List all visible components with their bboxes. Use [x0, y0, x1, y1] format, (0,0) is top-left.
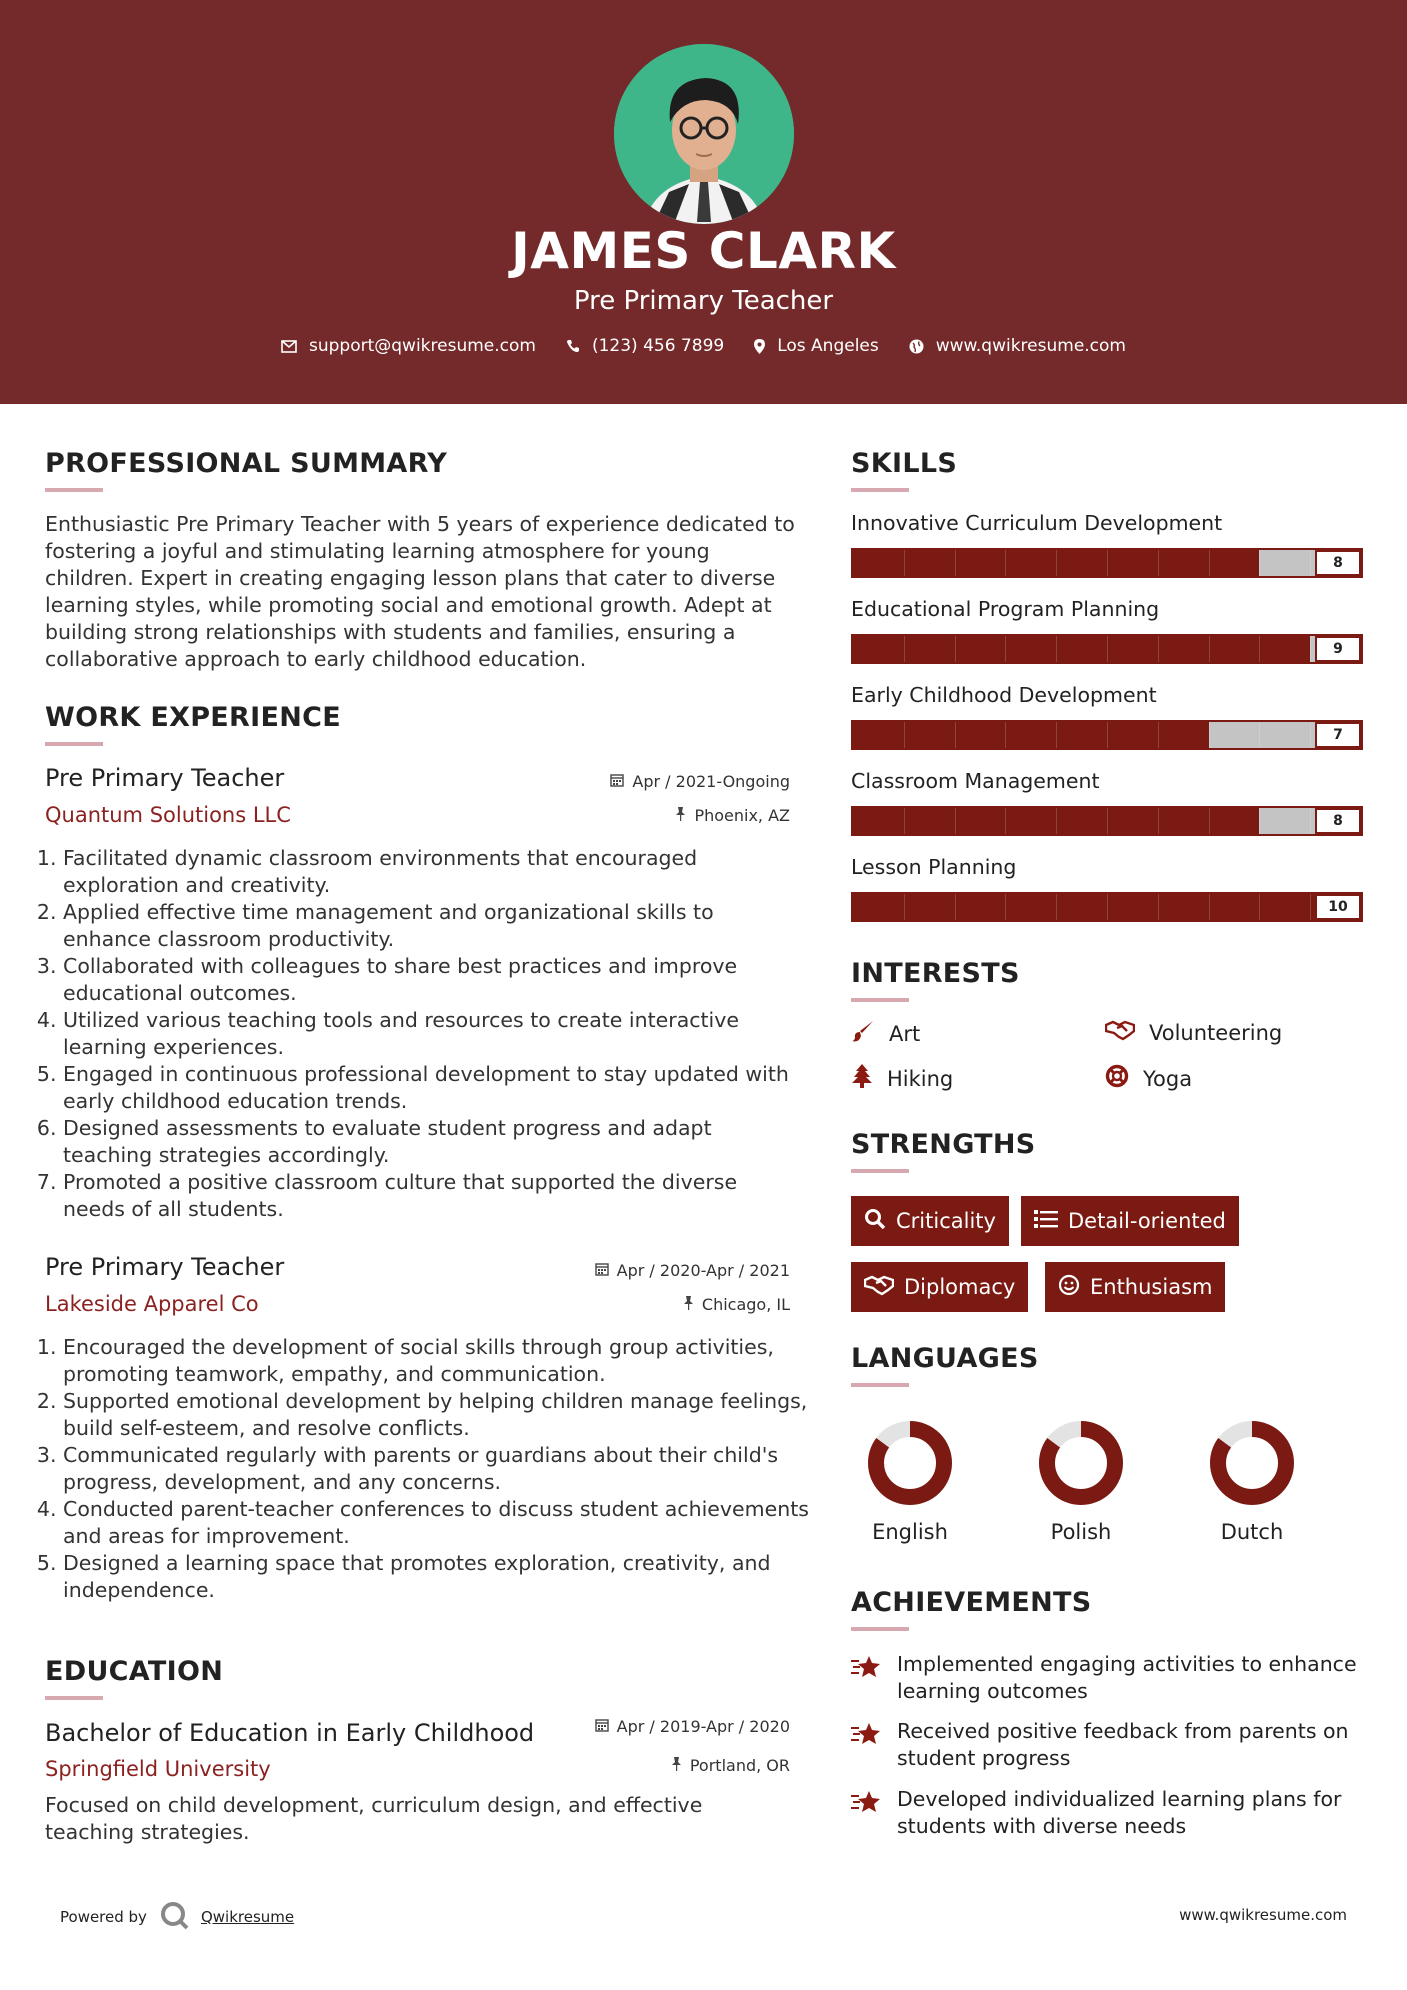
contact-email[interactable] [281, 336, 536, 356]
interests-title: INTERESTS [851, 958, 1020, 989]
list-item: 1. Facilitated dynamic classroom environments that encouraged exploration and creativity. [63, 845, 803, 899]
interest-label: Hiking [887, 1066, 954, 1091]
job-company: Quantum Solutions LLC [45, 803, 291, 827]
interest-item-hiking [851, 1064, 953, 1093]
handshake-icon [864, 1274, 894, 1301]
job-date-text: Apr / 2020-Apr / 2021 [616, 1261, 790, 1280]
strength-label: Diplomacy [904, 1275, 1016, 1299]
list-item: 7. Promoted a positive classroom culture that supported the diverse needs of all students. [63, 1169, 803, 1223]
job-date [595, 1261, 790, 1280]
skill-value: 9 [1315, 636, 1361, 662]
skill-bar-divider [1209, 722, 1210, 748]
candidate-name: JAMES CLARK [511, 222, 896, 280]
education-title: EDUCATION [45, 1656, 224, 1687]
powered-by-text: Powered by [60, 1908, 147, 1926]
skill-bar [851, 720, 1363, 750]
achievements-title: ACHIEVEMENTS [851, 1587, 1092, 1618]
language-name: Dutch [1220, 1520, 1284, 1544]
strength-chip [1021, 1196, 1239, 1246]
location-text: Los Angeles [777, 336, 879, 356]
calendar-icon [595, 1717, 609, 1736]
achievement-text: Received positive feedback from parents on student progress [897, 1719, 1349, 1770]
skill-bar-divider [1310, 550, 1311, 576]
skill-bar-divider [1158, 722, 1159, 748]
skill-bar-fill [853, 636, 1310, 662]
skill-bar-divider [1158, 636, 1159, 662]
list-item: 5. Designed a learning space that promotes exploration, creativity, and independence. [63, 1550, 813, 1604]
tree-icon [851, 1064, 873, 1093]
lifering-icon [1105, 1064, 1129, 1093]
footer-powered [60, 1900, 294, 1934]
skill-bar [851, 634, 1363, 664]
skill-bar-divider [1310, 722, 1311, 748]
skill-bar-divider [1056, 550, 1057, 576]
skill-bar-divider [1158, 808, 1159, 834]
interest-label: Art [889, 1021, 921, 1046]
strengths-title: STRENGTHS [851, 1129, 1036, 1160]
summary-rule [45, 488, 103, 492]
achievement-text: Implemented engaging activities to enhance learning outcomes [897, 1652, 1357, 1703]
job-date [610, 772, 790, 791]
contact-website[interactable] [909, 336, 1126, 356]
summary-text: Enthusiastic Pre Primary Teacher with 5 years of experience dedicated to fostering a joyful and stimulating learning atmosphere for young children. Expert in creating engaging lesson plans that cater to diverse learning styles, while promoting social and emotional growth. Adept at building strong relationships with students and families, ensuring a collaborative approach to early childhood education. [45, 512, 795, 671]
skills-title: SKILLS [851, 448, 958, 479]
pushpin-icon [671, 1756, 682, 1775]
brand-link[interactable]: Qwikresume [200, 1908, 295, 1926]
skill-name: Classroom Management [851, 769, 1100, 793]
interest-label: Volunteering [1149, 1020, 1283, 1045]
experience-rule [45, 742, 103, 746]
job-location-text: Chicago, IL [701, 1295, 790, 1314]
interest-item-art [851, 1019, 920, 1048]
skill-bar-divider [955, 722, 956, 748]
language-donut [1036, 1418, 1126, 1508]
language-item [855, 1418, 965, 1544]
school-name: Springfield University [45, 1757, 271, 1781]
star-icon [851, 1655, 883, 1705]
job-location [675, 806, 790, 825]
skill-bar-divider [1310, 894, 1311, 920]
strength-label: Criticality [896, 1209, 996, 1233]
skills-rule [851, 488, 909, 492]
skill-bar-divider [1259, 894, 1260, 920]
skill-bar [851, 548, 1363, 578]
language-item [1026, 1418, 1136, 1544]
pushpin-icon [675, 806, 686, 825]
job-bullets [45, 845, 803, 1223]
contact-bar [0, 336, 1407, 356]
skill-bar-fill [853, 722, 1209, 748]
achievement-item [851, 1651, 1371, 1705]
list-item: 3. Communicated regularly with parents or guardians about their child's progress, development, and any concerns. [63, 1442, 813, 1496]
website-text: www.qwikresume.com [935, 336, 1126, 356]
job-location [683, 1295, 790, 1314]
language-name: English [872, 1520, 948, 1544]
achievement-text: Developed individualized learning plans for students with diverse needs [897, 1787, 1342, 1838]
education-date [595, 1717, 790, 1736]
skill-bar-divider [1056, 894, 1057, 920]
languages-title: LANGUAGES [851, 1343, 1039, 1374]
skill-bar-divider [1107, 722, 1108, 748]
languages-rule [851, 1383, 909, 1387]
skill-bar-divider [1259, 636, 1260, 662]
language-donut [1207, 1418, 1297, 1508]
skill-bar-divider [1310, 808, 1311, 834]
education-location-text: Portland, OR [689, 1756, 790, 1775]
skill-bar-divider [1209, 550, 1210, 576]
qwikresume-logo-icon [159, 1900, 189, 1934]
skill-bar-divider [904, 636, 905, 662]
skill-bar-divider [955, 636, 956, 662]
skill-bar-divider [1310, 636, 1311, 662]
pushpin-icon [683, 1295, 694, 1314]
list-icon [1034, 1209, 1058, 1234]
skill-bar-divider [1158, 894, 1159, 920]
skill-value: 10 [1315, 894, 1361, 920]
skill-bar-divider [955, 550, 956, 576]
candidate-role: Pre Primary Teacher [573, 286, 834, 316]
contact-phone[interactable] [566, 336, 724, 356]
skill-value: 8 [1315, 808, 1361, 834]
skill-bar-divider [1259, 808, 1260, 834]
interest-item-volunteering [1105, 1019, 1282, 1046]
skill-bar-divider [1107, 636, 1108, 662]
skill-bar-divider [955, 808, 956, 834]
job-bullets [45, 1334, 813, 1604]
skill-bar-divider [1107, 894, 1108, 920]
language-donut [865, 1418, 955, 1508]
language-item [1197, 1418, 1307, 1544]
skill-name: Innovative Curriculum Development [851, 511, 1223, 535]
list-item: 3. Collaborated with colleagues to share best practices and improve educational outcomes. [63, 953, 803, 1007]
job-date-text: Apr / 2021-Ongoing [632, 772, 790, 791]
job-title: Pre Primary Teacher [45, 1253, 285, 1281]
list-item: 2. Applied effective time management and organizational skills to enhance classroom productivity. [63, 899, 803, 953]
education-rule [45, 1696, 103, 1700]
job-company: Lakeside Apparel Co [45, 1292, 259, 1316]
skill-bar-divider [904, 808, 905, 834]
skill-bar-divider [1209, 894, 1210, 920]
skill-value: 7 [1315, 722, 1361, 748]
degree-title: Bachelor of Education in Early Childhood [45, 1719, 535, 1747]
summary-title: PROFESSIONAL SUMMARY [45, 448, 448, 479]
job-title: Pre Primary Teacher [45, 764, 285, 792]
achievement-item [851, 1718, 1371, 1772]
skill-bar-divider [1107, 808, 1108, 834]
paintbrush-icon [851, 1019, 875, 1048]
interest-label: Yoga [1143, 1066, 1193, 1091]
job-location-text: Phoenix, AZ [694, 806, 790, 825]
skill-bar-divider [1259, 722, 1260, 748]
skill-bar-divider [1056, 722, 1057, 748]
interest-item-yoga [1105, 1064, 1192, 1093]
skill-bar-divider [1107, 550, 1108, 576]
list-item: 6. Designed assessments to evaluate student progress and adapt teaching strategies accordingly. [63, 1115, 803, 1169]
strength-label: Detail-oriented [1068, 1209, 1226, 1233]
envelope-icon [281, 340, 297, 353]
list-item: 4. Utilized various teaching tools and resources to create interactive learning experiences. [63, 1007, 803, 1061]
skill-bar [851, 892, 1363, 922]
skill-bar-divider [1259, 550, 1260, 576]
skill-bar-divider [955, 894, 956, 920]
skill-bar-divider [1209, 808, 1210, 834]
email-text: support@qwikresume.com [309, 336, 536, 356]
skill-bar-divider [1005, 894, 1006, 920]
header-banner [0, 0, 1407, 404]
list-item: 2. Supported emotional development by helping children manage feelings, build self-esteem, and resolve conflicts. [63, 1388, 813, 1442]
search-icon [864, 1208, 886, 1235]
education-date-text: Apr / 2019-Apr / 2020 [616, 1717, 790, 1736]
phone-icon [566, 339, 580, 353]
skill-bar-divider [1158, 550, 1159, 576]
skill-bar-divider [1005, 550, 1006, 576]
interests-rule [851, 998, 909, 1002]
skill-name: Lesson Planning [851, 855, 1017, 879]
footer-site[interactable]: www.qwikresume.com [1179, 1906, 1347, 1924]
skill-bar-divider [1005, 808, 1006, 834]
map-pin-icon [754, 339, 765, 354]
phone-text: (123) 456 7899 [591, 336, 725, 356]
list-item: 5. Engaged in continuous professional development to stay updated with early childhood education trends. [63, 1061, 803, 1115]
globe-icon [909, 339, 924, 354]
contact-location [754, 336, 879, 356]
skill-name: Educational Program Planning [851, 597, 1160, 621]
skill-bar-divider [1056, 808, 1057, 834]
education-text: Focused on child development, curriculum design, and effective teaching strategies. [45, 1793, 703, 1844]
strength-label: Enthusiasm [1090, 1275, 1213, 1299]
profile-photo [614, 44, 794, 224]
handshake-icon [1105, 1019, 1135, 1046]
achievement-item [851, 1786, 1371, 1840]
strength-chip [851, 1196, 1009, 1246]
skill-value: 8 [1315, 550, 1361, 576]
education-location [671, 1756, 790, 1775]
calendar-icon [595, 1261, 609, 1280]
language-name: Polish [1050, 1520, 1112, 1544]
star-icon [851, 1722, 883, 1772]
star-icon [851, 1790, 883, 1840]
experience-title: WORK EXPERIENCE [45, 702, 341, 733]
smile-icon [1058, 1274, 1080, 1301]
skill-bar-divider [1209, 636, 1210, 662]
strength-chip [1045, 1262, 1225, 1312]
strengths-rule [851, 1169, 909, 1173]
skill-bar-divider [1056, 636, 1057, 662]
skill-bar-divider [904, 722, 905, 748]
skill-bar-divider [904, 550, 905, 576]
achievements-rule [851, 1627, 909, 1631]
skill-bar-divider [1005, 722, 1006, 748]
skill-bar-divider [1005, 636, 1006, 662]
strength-chip [851, 1262, 1028, 1312]
list-item: 1. Encouraged the development of social skills through group activities, promoting teamwork, empathy, and communication. [63, 1334, 813, 1388]
skill-bar-divider [904, 894, 905, 920]
skill-name: Early Childhood Development [851, 683, 1157, 707]
skill-bar [851, 806, 1363, 836]
list-item: 4. Conducted parent-teacher conferences to discuss student achievements and areas for improvement. [63, 1496, 813, 1550]
calendar-icon [610, 772, 624, 791]
